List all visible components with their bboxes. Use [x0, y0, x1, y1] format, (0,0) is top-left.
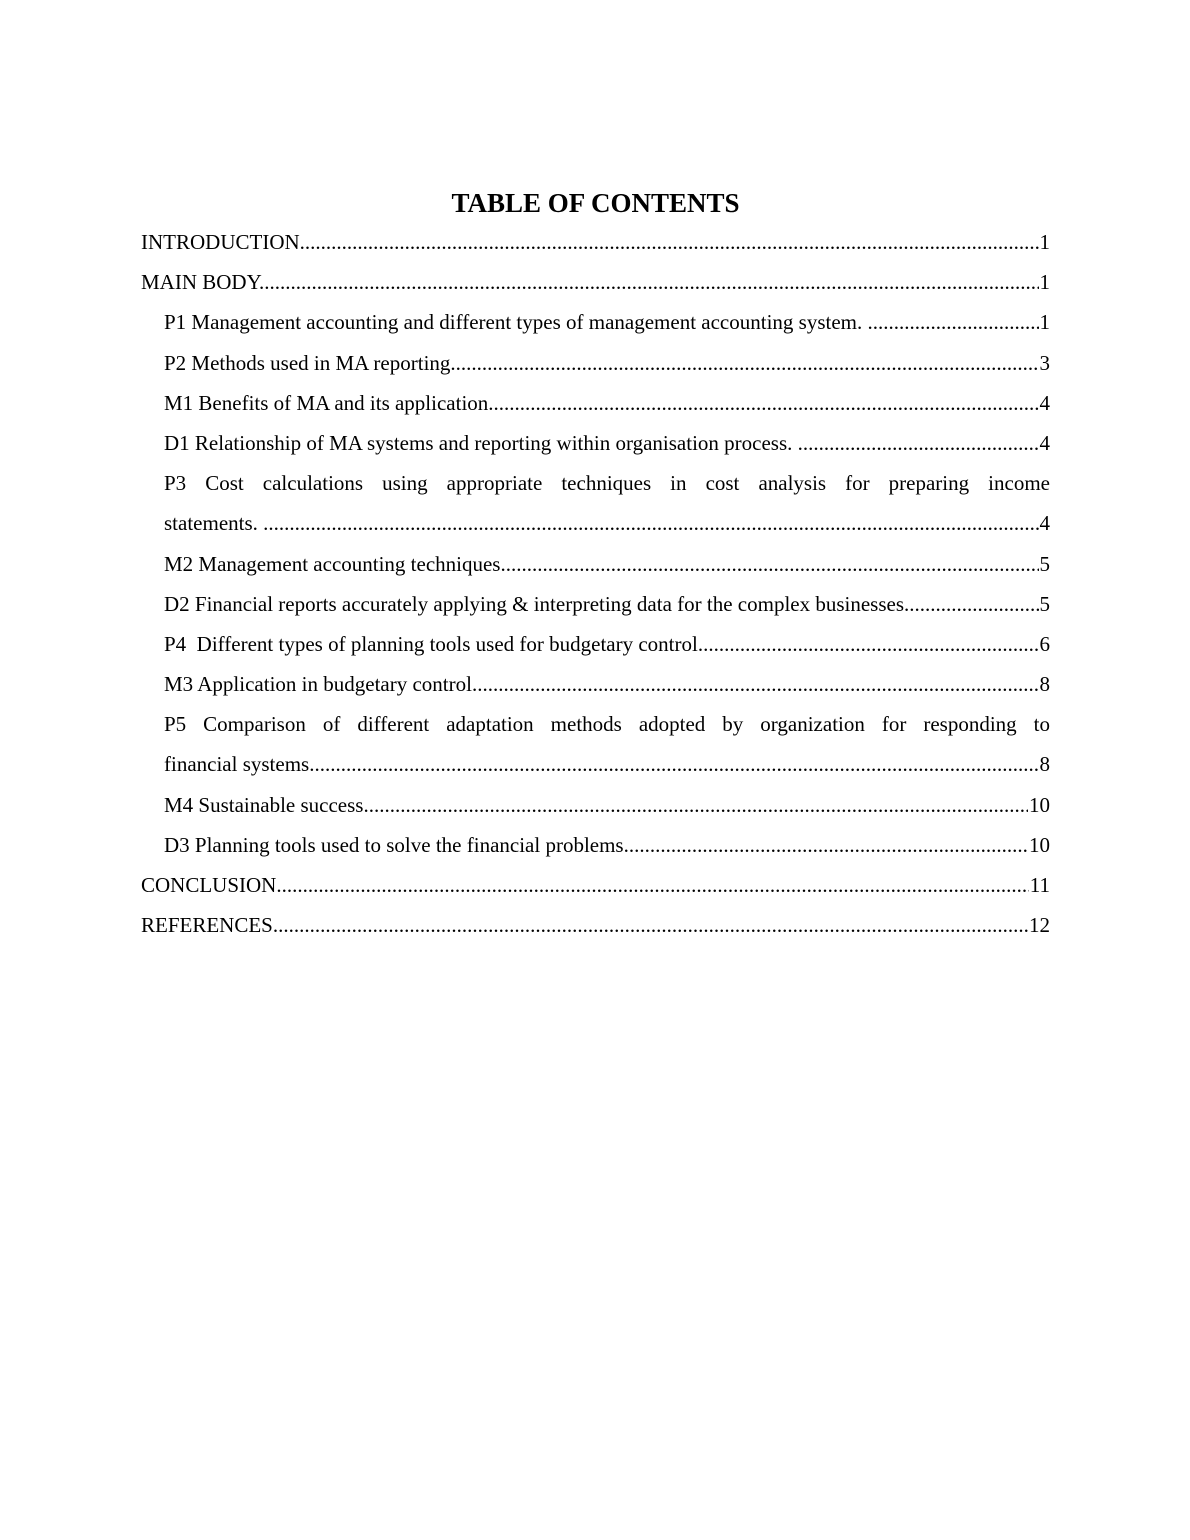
toc-entry-text: P4 Different types of planning tools used for budgetary control [164, 631, 698, 656]
toc-entry-text: P1 Management accounting and different types of management accounting system. [164, 310, 868, 335]
toc-entry-page: 8 [1039, 744, 1051, 784]
toc-entry-introduction[interactable] [141, 222, 1050, 262]
toc-title: TABLE OF CONTENTS [451, 188, 740, 218]
toc-entry-p5[interactable] [141, 704, 1050, 784]
toc-entry-page: 10 [1028, 785, 1050, 825]
toc-entry-page: 6 [1039, 624, 1051, 664]
toc-entry-page: 4 [1039, 423, 1051, 463]
toc-entry-text: D3 Planning tools used to solve the financial problems [164, 832, 624, 857]
toc-entry-text: D1 Relationship of MA systems and reporting within organisation process. [164, 430, 798, 455]
toc-entry-text: INTRODUCTION [141, 230, 300, 254]
toc-entry-page: 8 [1039, 664, 1051, 704]
toc-entry-m3[interactable] [141, 664, 1050, 704]
toc-entry-page: 5 [1039, 544, 1051, 584]
toc-entry-page: 4 [1039, 383, 1051, 423]
toc-entry-page: 3 [1039, 343, 1051, 383]
toc-entry-text: REFERENCES [141, 913, 273, 938]
toc-entry-text: M3 Application in budgetary control [164, 672, 472, 697]
toc-entry-references[interactable] [141, 905, 1050, 945]
toc-entry-d1[interactable] [141, 423, 1050, 463]
toc-entry-page: 5 [1039, 584, 1051, 624]
toc-entry-text-line2-row [164, 744, 1050, 784]
toc-entry-main-body[interactable] [141, 262, 1050, 302]
toc-entry-conclusion[interactable] [141, 865, 1050, 905]
table-of-contents [141, 187, 1050, 945]
toc-entry-m1[interactable] [141, 383, 1050, 423]
toc-entry-text: MAIN BODY [141, 270, 260, 295]
toc-entry-m2[interactable] [141, 544, 1050, 584]
toc-entry-text-line1: P5 Comparison of different adaptation methods adopted by organization for responding to [164, 712, 1050, 737]
toc-entry-text: M1 Benefits of MA and its application [164, 390, 489, 415]
toc-entry-page: 1 [1039, 262, 1051, 302]
toc-entry-page: 12 [1028, 905, 1050, 945]
toc-entry-text: D2 Financial reports accurately applying & interpreting data for the complex businesses [164, 591, 905, 616]
toc-entry-text-line2-row [164, 503, 1050, 543]
toc-entry-p4[interactable] [141, 624, 1050, 664]
toc-entry-text: M4 Sustainable success [164, 792, 364, 817]
toc-entry-page: 1 [1039, 302, 1051, 342]
toc-entry-text: P2 Methods used in MA reporting [164, 350, 451, 375]
toc-entry-text-line2: financial systems [164, 752, 310, 777]
toc-entry-m4[interactable] [141, 785, 1050, 825]
toc-entry-d3[interactable] [141, 825, 1050, 865]
toc-entry-text-line1: P3 Cost calculations using appropriate techniques in cost analysis for preparing income [164, 471, 1050, 496]
toc-entry-text: M2 Management accounting techniques [164, 551, 501, 576]
toc-entry-page: 1 [1039, 222, 1051, 262]
toc-entry-d2[interactable] [141, 584, 1050, 624]
toc-entry-text-line2: statements. [164, 511, 264, 536]
toc-entry-p2[interactable] [141, 343, 1050, 383]
toc-entry-text: CONCLUSION [141, 873, 277, 897]
toc-entry-p1[interactable] [141, 302, 1050, 342]
toc-entry-page: 10 [1028, 825, 1050, 865]
toc-entry-page: 11 [1029, 865, 1050, 905]
toc-entry-p3[interactable] [141, 463, 1050, 543]
toc-entry-page: 4 [1039, 503, 1051, 543]
